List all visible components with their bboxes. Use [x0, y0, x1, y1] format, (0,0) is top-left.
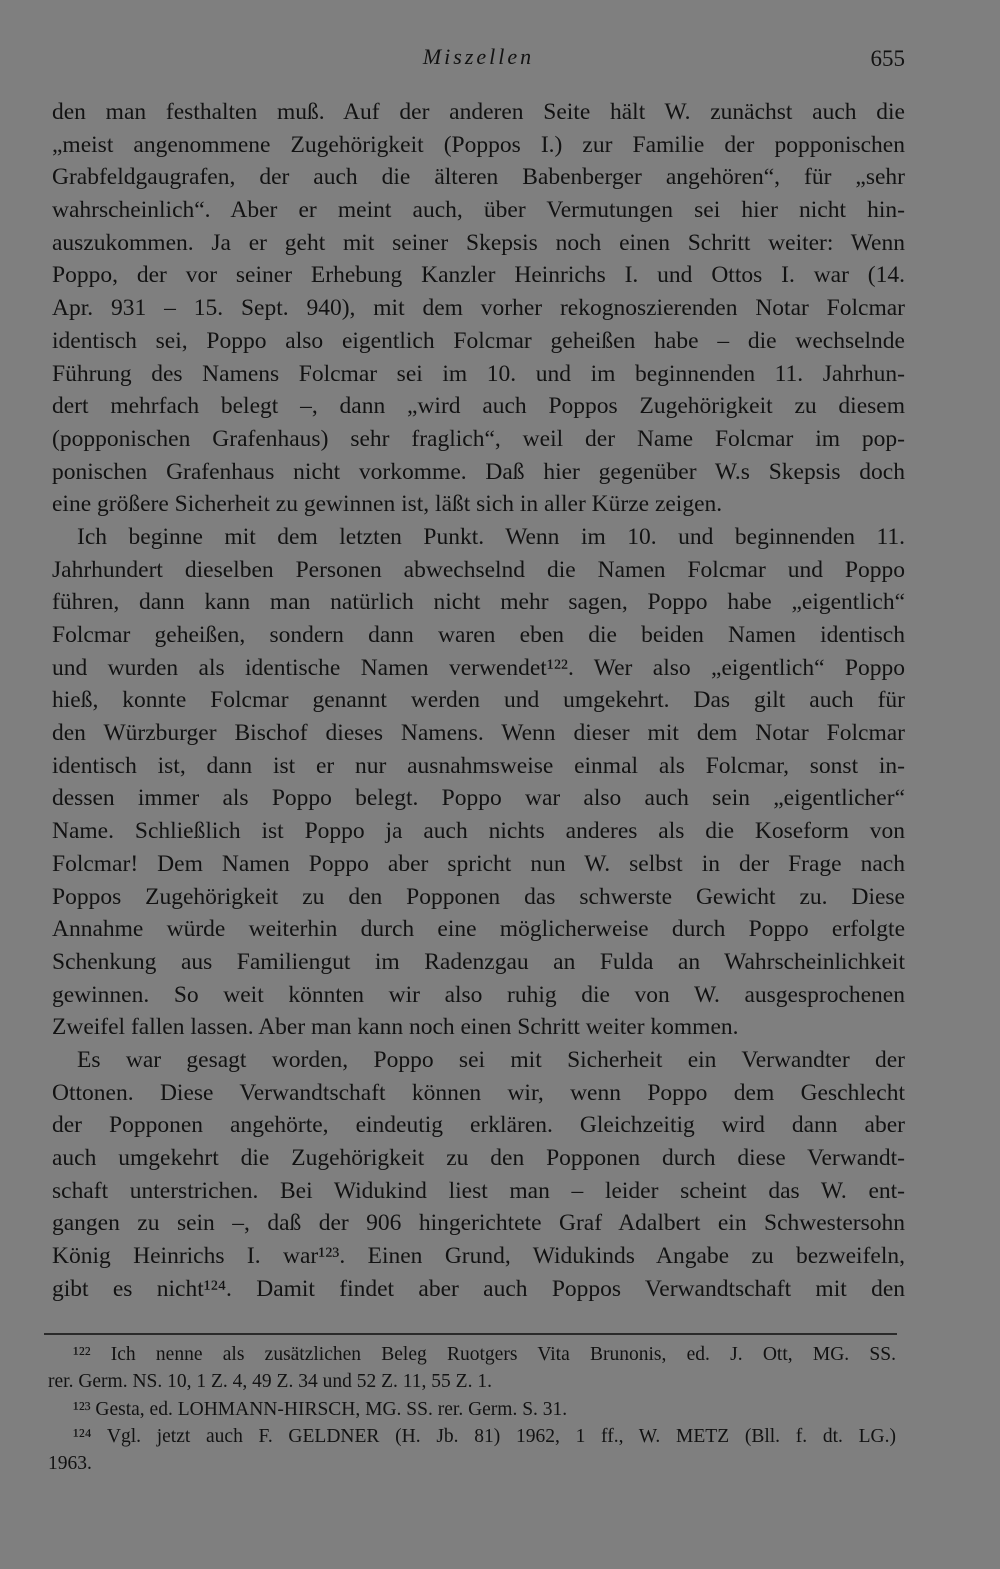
body-line: „meist angenommene Zugehörigkeit (Poppos I.) zur Familie der popponischen — [52, 131, 905, 158]
body-line: Führung des Namens Folcmar sei im 10. und im beginnenden 11. Jahrhun- — [52, 360, 905, 387]
footnote-divider — [44, 1333, 897, 1335]
body-line: den Würzburger Bischof dieses Namens. Wenn dieser mit dem Notar Folcmar — [52, 720, 905, 747]
running-title: Miszellen — [422, 44, 535, 69]
body-line: dessen immer als Poppo belegt. Poppo war also auch sein „eigentlicher“ — [52, 785, 905, 812]
body-line: wahrscheinlich“. Aber er meint auch, über Vermutungen sei hier nicht hin- — [52, 197, 905, 224]
body-line: und wurden als identische Namen verwendet¹²². Wer also „eigentlich“ Poppo — [52, 654, 905, 681]
body-line: gibt es nicht¹²⁴. Damit findet aber auch Poppos Verwandtschaft mit den — [52, 1275, 905, 1302]
body-line: König Heinrichs I. war¹²³. Einen Grund, Widukinds Angabe zu bezweifeln, — [52, 1243, 905, 1270]
paragraph-start-line: Es war gesagt worden, Poppo sei mit Sicherheit ein Verwandter der — [77, 1046, 905, 1073]
body-line: identisch sei, Poppo also eigentlich Folcmar geheißen habe – die wechselnde — [52, 327, 905, 354]
body-line: Jahrhundert dieselben Personen abwechselnd die Namen Folcmar und Poppo — [52, 556, 905, 583]
body-text — [52, 96, 905, 1305]
body-line: Ottonen. Diese Verwandtschaft können wir, wenn Poppo dem Geschlecht — [52, 1079, 905, 1106]
footnote-line: rer. Germ. NS. 10, 1 Z. 4, 49 Z. 34 und 52 Z. 11, 55 Z. 1. — [48, 1371, 492, 1393]
page-number: 655 — [870, 46, 905, 71]
footnotes — [48, 1341, 896, 1477]
body-line: gangen zu sein –, daß der 906 hingerichtete Graf Adalbert ein Schwestersohn — [52, 1210, 905, 1237]
body-line: den man festhalten muß. Auf der anderen Seite hält W. zunächst auch die — [52, 99, 905, 125]
body-line: identisch ist, dann ist er nur ausnahmsweise einmal als Folcmar, sonst in- — [52, 752, 905, 779]
body-line: Grabfeldgaugrafen, der auch die älteren Babenberger angehören“, für „sehr — [52, 164, 905, 191]
body-line: schaft unterstrichen. Bei Widukind liest man – leider scheint das W. ent- — [52, 1177, 905, 1204]
footnote-124: ¹²⁴ Vgl. jetzt auch F. GELDNER (H. Jb. 81) 1962, 1 ff., W. METZ (Bll. f. dt. LG.) — [73, 1425, 896, 1447]
body-line: Poppos Zugehörigkeit zu den Popponen das schwerste Gewicht zu. Diese — [52, 883, 905, 910]
page-header — [52, 44, 905, 76]
footnote-122: ¹²² Ich nenne als zusätzlichen Beleg Ruotgers Vita Brunonis, ed. J. Ott, MG. SS. — [73, 1344, 896, 1365]
body-line: Zweifel fallen lassen. Aber man kann noch einen Schritt weiter kommen. — [52, 1014, 739, 1041]
footnote-line: 1963. — [48, 1453, 92, 1475]
body-line: eine größere Sicherheit zu gewinnen ist, läßt sich in aller Kürze zeigen. — [52, 491, 723, 518]
body-line: ponischen Grafenhaus nicht vorkomme. Daß hier gegenüber W.s Skepsis doch — [52, 458, 905, 485]
body-line: Schenkung aus Familiengut im Radenzgau an Fulda an Wahrscheinlichkeit — [52, 948, 905, 975]
footnote-123: ¹²³ Gesta, ed. LOHMANN-HIRSCH, MG. SS. rer. Germ. S. 31. — [73, 1398, 568, 1420]
body-line: Annahme würde weiterhin durch eine möglicherweise durch Poppo erfolgte — [52, 916, 905, 943]
body-line: dert mehrfach belegt –, dann „wird auch Poppos Zugehörigkeit zu diesem — [52, 393, 905, 420]
body-line: der Popponen angehörte, eindeutig erklären. Gleichzeitig wird dann aber — [52, 1112, 905, 1139]
body-line: auszukommen. Ja er geht mit seiner Skepsis noch einen Schritt weiter: Wenn — [52, 229, 905, 256]
body-line: hieß, konnte Folcmar genannt werden und umgekehrt. Das gilt auch für — [52, 687, 905, 714]
body-line: (popponischen Grafenhaus) sehr fraglich“, weil der Name Folcmar im pop- — [52, 425, 905, 452]
paragraph-start-line: Ich beginne mit dem letzten Punkt. Wenn im 10. und beginnenden 11. — [77, 523, 905, 550]
body-line: Name. Schließlich ist Poppo ja auch nichts anderes als die Koseform von — [52, 818, 905, 845]
body-line: Folcmar! Dem Namen Poppo aber spricht nun W. selbst in der Frage nach — [52, 850, 905, 877]
body-line: gewinnen. So weit könnten wir also ruhig die von W. ausgesprochenen — [52, 981, 905, 1008]
body-line: auch umgekehrt die Zugehörigkeit zu den Popponen durch diese Verwandt- — [52, 1145, 905, 1171]
body-line: Folcmar geheißen, sondern dann waren eben die beiden Namen identisch — [52, 622, 905, 648]
body-line: Apr. 931 – 15. Sept. 940), mit dem vorher rekognoszierenden Notar Folcmar — [52, 295, 905, 322]
body-line: Poppo, der vor seiner Erhebung Kanzler Heinrichs I. und Ottos I. war (14. — [52, 262, 905, 289]
body-line: führen, dann kann man natürlich nicht mehr sagen, Poppo habe „eigentlich“ — [52, 589, 905, 616]
